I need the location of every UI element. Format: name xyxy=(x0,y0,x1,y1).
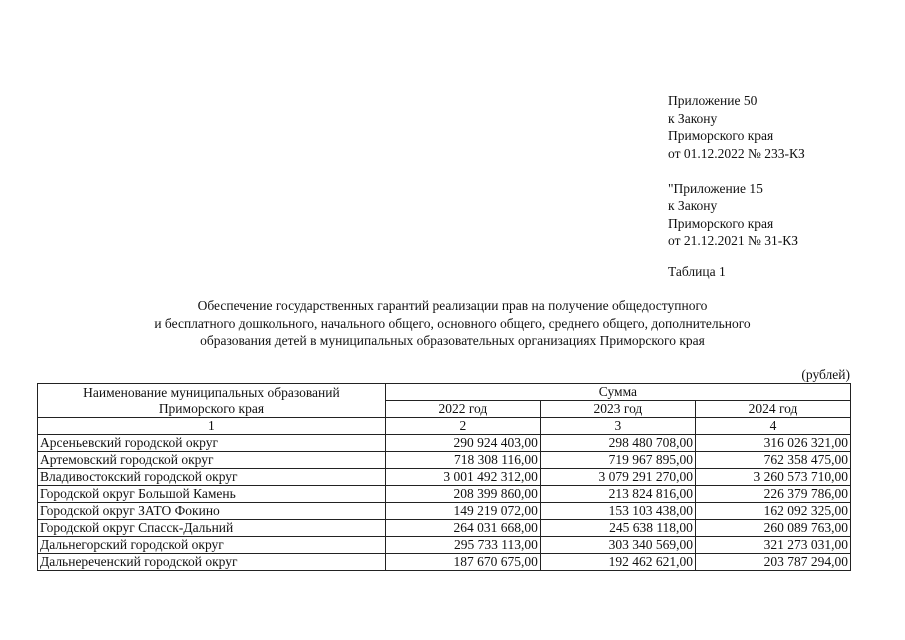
column-number: 3 xyxy=(540,418,695,435)
amount-2022: 187 670 675,00 xyxy=(385,554,540,571)
table-row xyxy=(38,435,851,452)
municipality-name: Артемовский городской округ xyxy=(38,452,386,469)
amount-2023: 213 824 816,00 xyxy=(540,486,695,503)
title-line: образования детей в муниципальных образовательных организациях Приморского края xyxy=(200,333,705,348)
title-line: Обеспечение государственных гарантий реализации прав на получение общедоступного xyxy=(197,298,708,313)
column-number-row xyxy=(38,418,851,435)
year-header-2022: 2022 год xyxy=(385,401,540,418)
municipality-header xyxy=(38,384,386,418)
appendix-50-line: Приложение 50 xyxy=(668,93,758,108)
municipality-name: Дальнереченский городской округ xyxy=(38,554,386,571)
amount-2023: 3 079 291 270,00 xyxy=(540,469,695,486)
amount-2024: 162 092 325,00 xyxy=(695,503,850,520)
municipality-name: Владивостокский городской округ xyxy=(38,469,386,486)
municipality-header-line1: Наименование муниципальных образований xyxy=(83,384,340,400)
units-label: (рублей) xyxy=(801,367,850,382)
amount-2024: 321 273 031,00 xyxy=(695,537,850,554)
amount-2023: 298 480 708,00 xyxy=(540,435,695,452)
table-row xyxy=(38,520,851,537)
amount-2022: 290 924 403,00 xyxy=(385,435,540,452)
amount-2022: 3 001 492 312,00 xyxy=(385,469,540,486)
appendix-15-line: Приморского края xyxy=(668,215,774,231)
municipality-name: Городской округ ЗАТО Фокино xyxy=(38,503,386,520)
table-row xyxy=(38,452,851,469)
appendix-15-line: к Закону xyxy=(668,198,718,213)
amount-2024: 762 358 475,00 xyxy=(695,452,850,469)
municipality-name: Городской округ Спасск-Дальний xyxy=(38,520,386,537)
table-row xyxy=(38,486,851,503)
appendix-50-line: к Закону xyxy=(668,110,718,126)
appendix-15-line: "Приложение 15 xyxy=(668,180,763,196)
funding-table xyxy=(37,383,851,571)
municipality-name: Городской округ Большой Камень xyxy=(38,486,386,503)
appendix-50-block xyxy=(668,92,805,162)
amount-2024: 3 260 573 710,00 xyxy=(695,469,850,486)
table-row xyxy=(38,503,851,520)
amount-2022: 149 219 072,00 xyxy=(385,503,540,520)
table-row xyxy=(38,469,851,486)
amount-2022: 295 733 113,00 xyxy=(385,537,540,554)
appendix-50-line: от 01.12.2022 № 233-КЗ xyxy=(668,145,805,161)
header-row xyxy=(38,384,851,401)
table-label: Таблица 1 xyxy=(668,264,726,279)
year-header-2024: 2024 год xyxy=(695,401,850,418)
amount-2022: 264 031 668,00 xyxy=(385,520,540,537)
column-number: 2 xyxy=(385,418,540,435)
title-line: и бесплатного дошкольного, начального общего, основного общего, среднего общего, дополнительного xyxy=(154,315,751,331)
table-row xyxy=(38,537,851,554)
year-header-2023: 2023 год xyxy=(540,401,695,418)
amount-2024: 260 089 763,00 xyxy=(695,520,850,537)
municipality-header-line2: Приморского края xyxy=(158,400,265,416)
amount-2024: 316 026 321,00 xyxy=(695,435,850,452)
amount-2022: 208 399 860,00 xyxy=(385,486,540,503)
appendix-50-line: Приморского края xyxy=(668,128,774,143)
municipality-name: Арсеньевский городской округ xyxy=(38,435,386,452)
amount-2023: 303 340 569,00 xyxy=(540,537,695,554)
column-number: 1 xyxy=(38,418,386,435)
amount-2023: 192 462 621,00 xyxy=(540,554,695,571)
amount-2023: 153 103 438,00 xyxy=(540,503,695,520)
appendix-gap xyxy=(668,162,805,180)
column-number: 4 xyxy=(695,418,850,435)
sum-header: Сумма xyxy=(385,384,850,401)
amount-2023: 245 638 118,00 xyxy=(540,520,695,537)
appendix-header xyxy=(668,92,805,250)
document-title xyxy=(0,297,905,350)
amount-2022: 718 308 116,00 xyxy=(385,452,540,469)
appendix-15-line: от 21.12.2021 № 31-КЗ xyxy=(668,233,798,248)
municipality-name: Дальнегорский городской округ xyxy=(38,537,386,554)
table-row xyxy=(38,554,851,571)
appendix-15-block xyxy=(668,180,805,250)
amount-2023: 719 967 895,00 xyxy=(540,452,695,469)
amount-2024: 203 787 294,00 xyxy=(695,554,850,571)
amount-2024: 226 379 786,00 xyxy=(695,486,850,503)
